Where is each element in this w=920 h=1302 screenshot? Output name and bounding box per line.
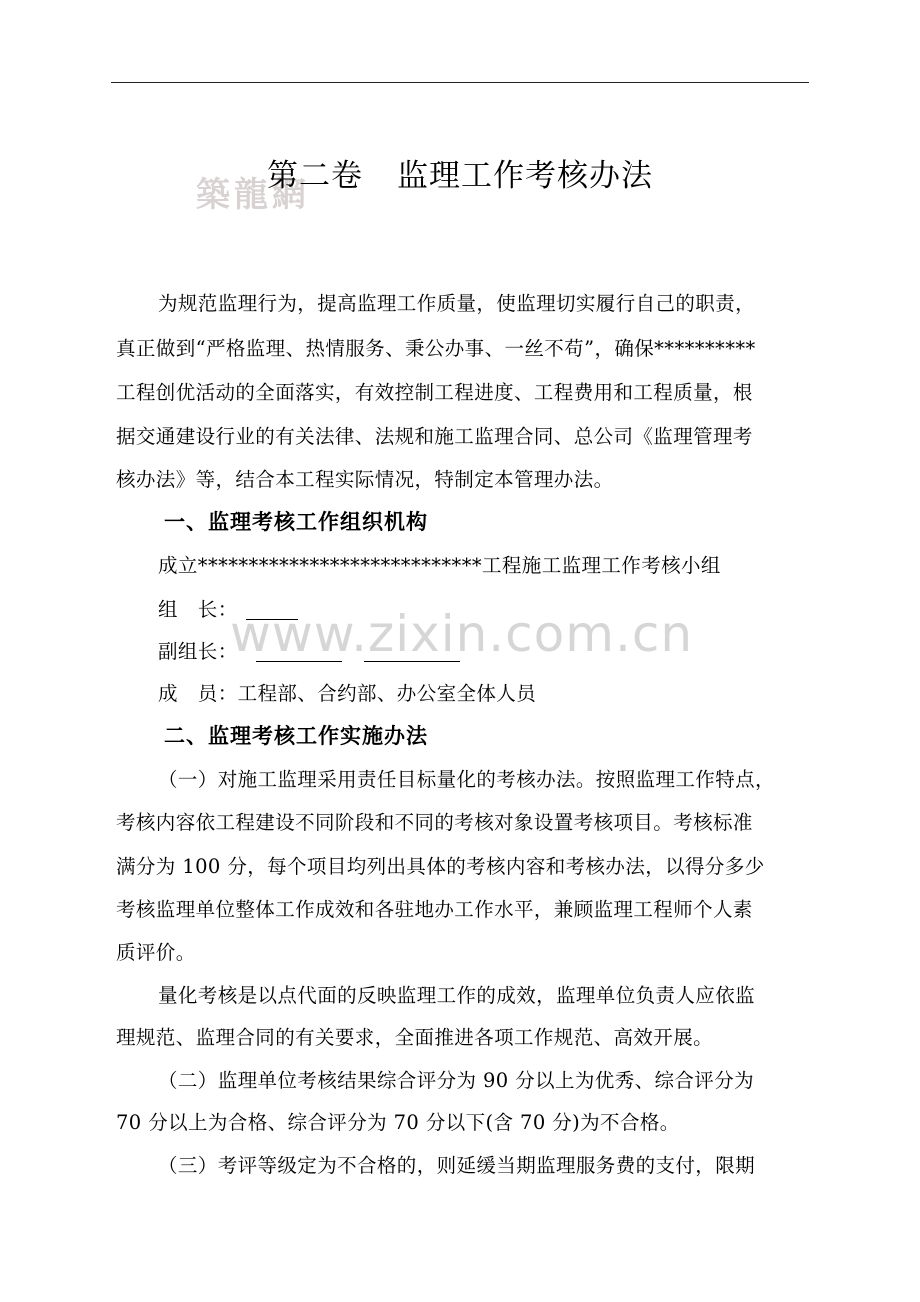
site-watermark: www.zixin.com.cn	[230, 605, 694, 663]
para1-line-2: 考核内容依工程建设不同阶段和不同的考核对象设置考核项目。考核标准	[116, 811, 753, 834]
para3-line-1: （二）监理单位考核结果综合评分为 90 分以上为优秀、综合评分为	[158, 1069, 755, 1092]
para1-line-4: 考核监理单位整体工作成效和各驻地办工作水平，兼顾监理工程师个人素	[116, 898, 753, 921]
para1-line-1: （一）对施工监理采用责任目标量化的考核办法。按照监理工作特点，	[158, 768, 775, 791]
header-rule	[111, 82, 809, 83]
page-title	[0, 150, 920, 195]
intro-line-3: 工程创优活动的全面落实，有效控制工程进度、工程费用和工程质量，根	[116, 381, 753, 404]
intro-line-5: 核办法》等，结合本工程实际情况，特制定本管理办法。	[116, 468, 614, 491]
section-heading-2: 二、监理考核工作实施办法	[164, 724, 428, 748]
intro-line-2: 真正做到“严格监理、热情服务、秉公办事、一丝不苟”，确保**********	[116, 337, 756, 360]
intro-line-4: 据交通建设行业的有关法律、法规和施工监理合同、总公司《监理管理考	[116, 425, 753, 448]
title-volume: 第二卷	[267, 158, 363, 194]
para3-line-2: 70 分以上为合格、综合评分为 70 分以下(含 70 分)为不合格。	[116, 1111, 680, 1134]
deputy-label: 副组长：	[158, 640, 238, 663]
para2-line-2: 理规范、监理合同的有关要求，全面推进各项工作规范、高效开展。	[116, 1026, 714, 1049]
intro-line-1: 为规范监理行为，提高监理工作质量，使监理切实履行自己的职责，	[158, 292, 756, 315]
para1-line-5: 质评价。	[116, 941, 196, 964]
members-line: 成 员：工程部、合约部、办公室全体人员	[158, 682, 537, 705]
section-heading-1: 一、监理考核工作组织机构	[164, 510, 428, 534]
para4-line-1: （三）考评等级定为不合格的，则延缓当期监理服务费的支付，限期	[158, 1154, 756, 1177]
title-text: 监理工作考核办法	[397, 158, 653, 194]
logo-watermark: 築龍網	[196, 175, 310, 215]
para1-line-3: 满分为 100 分，每个项目均列出具体的考核内容和考核办法，以得分多少	[116, 855, 765, 878]
para2-line-1: 量化考核是以点代面的反映监理工作的成效，监理单位负责人应依监	[158, 984, 756, 1007]
leader-label: 组 长：	[158, 598, 238, 621]
group-line: 成立****************************工程施工监理工作考核小组	[158, 554, 721, 577]
